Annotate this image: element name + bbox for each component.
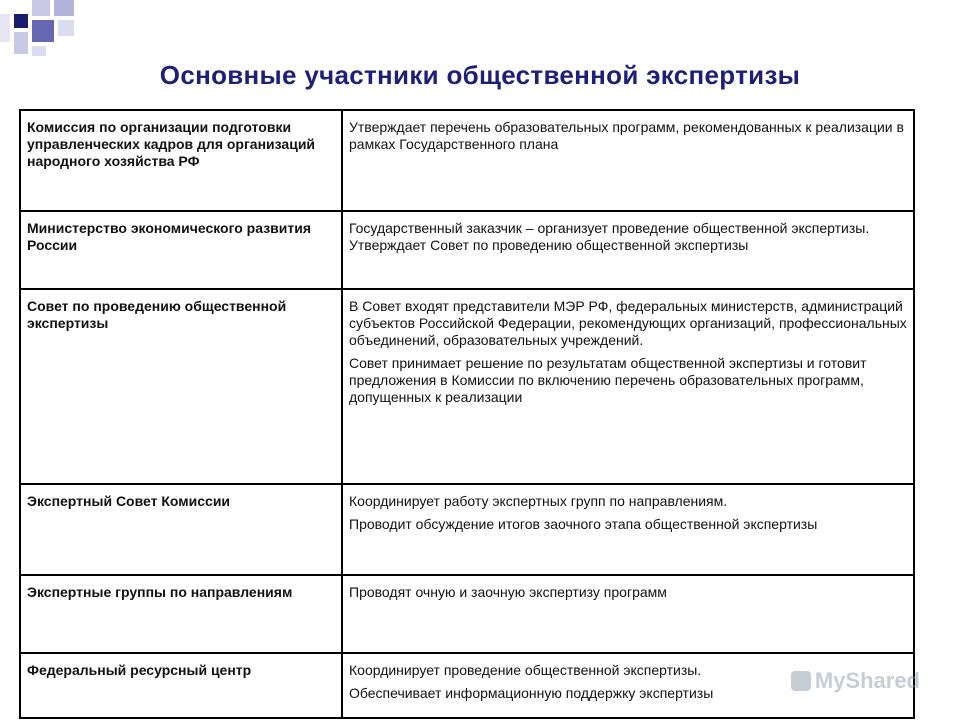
table-row [20, 653, 914, 718]
table-row [20, 575, 914, 653]
description-paragraph: Проводят очную и заочную экспертизу программ [349, 584, 667, 600]
participant-name: Министерство экономического развития России [20, 211, 342, 289]
description-paragraph: Утверждает перечень образовательных программ, рекомендованных к реализации в рамках Государственного плана [349, 119, 904, 152]
decorative-square [0, 14, 10, 42]
decorative-square [32, 0, 50, 16]
description-paragraph: Координирует работу экспертных групп по направлениям. [349, 493, 728, 509]
decorative-square [32, 46, 46, 56]
participant-description [342, 575, 914, 653]
participant-description [342, 484, 914, 575]
description-paragraph: Координирует проведение общественной экспертизы. [349, 662, 702, 678]
description-paragraph: Обеспечивает информационную поддержку экспертизы [349, 685, 714, 701]
description-paragraph: В Совет входят представители МЭР РФ, федеральных министерств, администраций субъектов Российской Федерации, рекомендующих организаций, профессиональных объединений, образовательных учреждений. [349, 298, 907, 348]
participant-name: Совет по проведению общественной экспертизы [20, 289, 342, 484]
slide-title: Основные участники общественной экспертизы [159, 60, 801, 90]
participant-description [342, 110, 914, 211]
participant-name: Экспертный Совет Комиссии [20, 484, 342, 575]
participant-name: Комиссия по организации подготовки управленческих кадров для организаций народного хозяйства РФ [20, 110, 342, 211]
table-row [20, 211, 914, 289]
decorative-square [58, 20, 74, 36]
participants-table [19, 109, 915, 719]
table-row [20, 484, 914, 575]
decorative-square [54, 0, 74, 16]
table-row [20, 289, 914, 484]
description-paragraph: Государственный заказчик – организует проведение общественной экспертизы. Утверждает Совет по проведению общественной экспертизы [349, 220, 870, 253]
participant-name: Федеральный ресурсный центр [20, 653, 342, 718]
participant-description [342, 211, 914, 289]
description-paragraph: Проводит обсуждение итогов заочного этапа общественной экспертизы [349, 516, 818, 532]
description-paragraph: Совет принимает решение по результатам общественной экспертизы и готовит предложения в Комиссии по включению перечень образовательных программ, допущенных к реализации [349, 355, 867, 405]
watermark-text: MyShared [814, 668, 920, 693]
participant-name: Экспертные группы по направлениям [20, 575, 342, 653]
watermark-logo-icon [791, 671, 811, 691]
decorative-square [32, 20, 54, 42]
decorative-square [14, 14, 28, 28]
decorative-square [14, 32, 28, 54]
table-row [20, 110, 914, 211]
watermark [791, 668, 920, 694]
participant-description [342, 289, 914, 484]
